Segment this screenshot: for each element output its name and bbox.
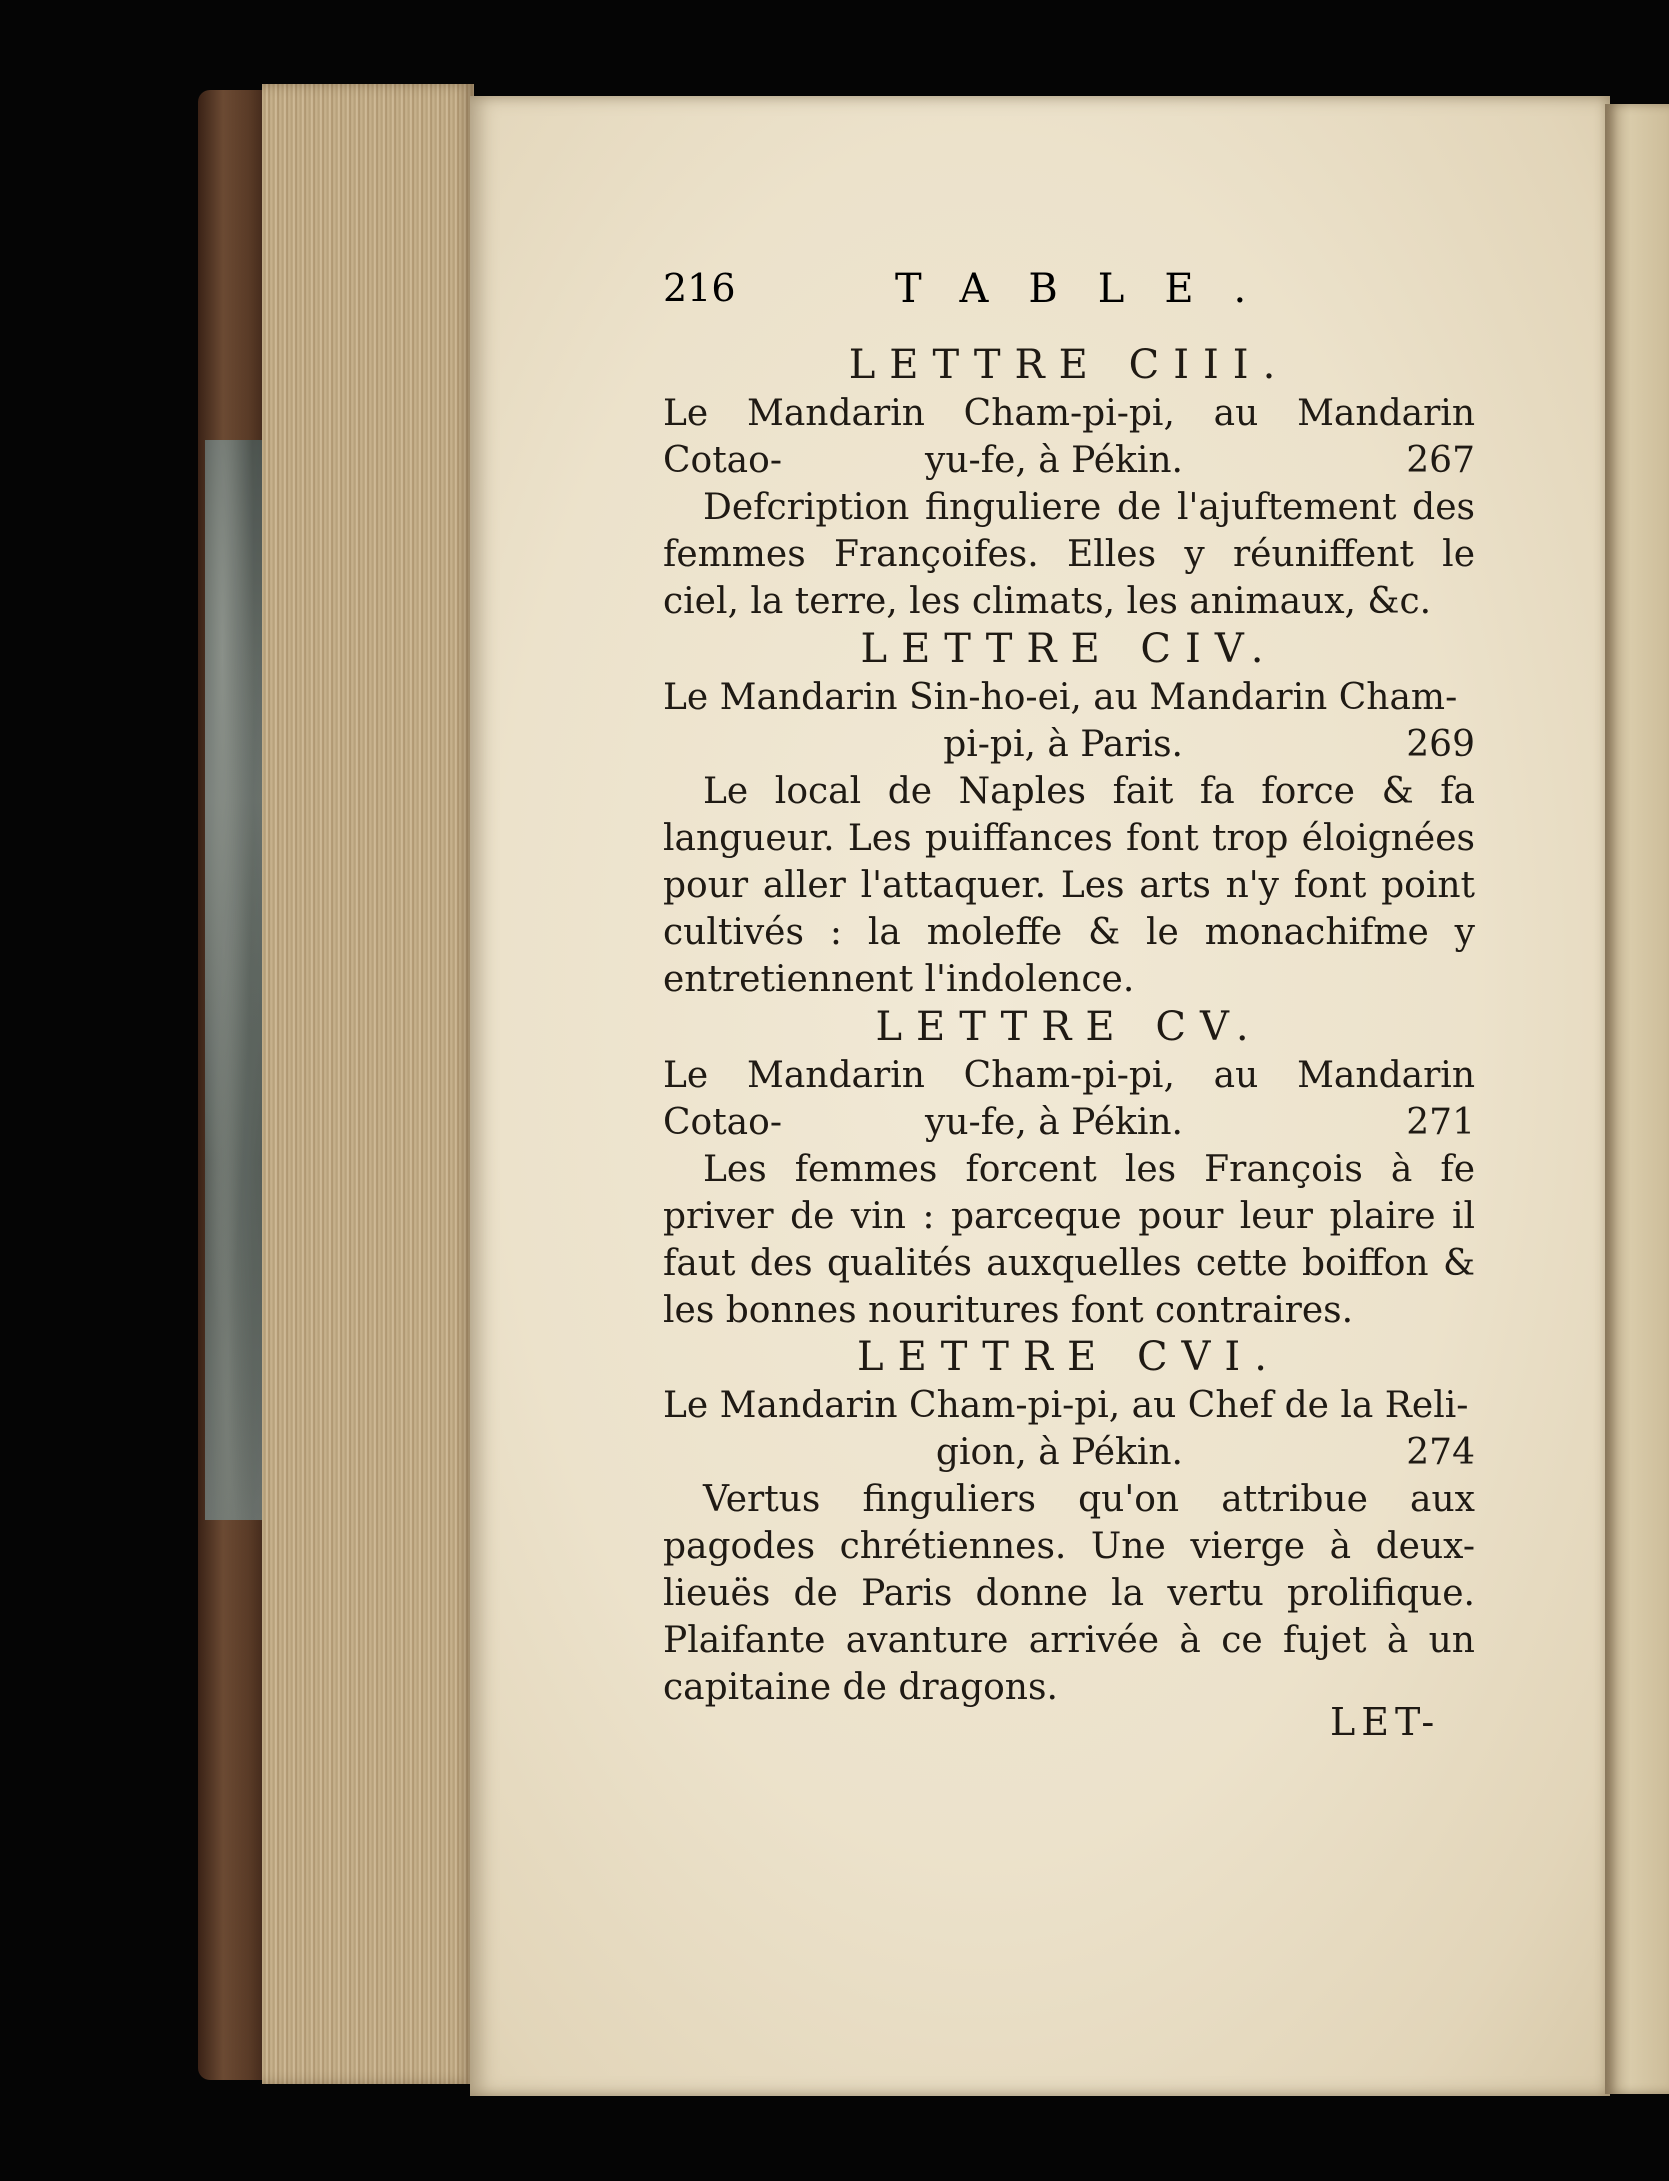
- letter-address-line: [663, 437, 1475, 484]
- letter-page-ref: 267: [1406, 440, 1475, 481]
- page-edges: [262, 84, 474, 2084]
- letter-place: pi-pi, à Paris.: [943, 724, 1183, 765]
- letter-address-line: [663, 721, 1475, 768]
- letter-place: gion, à Pékin.: [935, 1432, 1183, 1473]
- letter-summary: Les femmes forcent les François à fe priver de vin : parceque pour leur plaire il faut des qualités auxquelles cette boiffon & les bonnes nouritures font contraires.: [663, 1149, 1475, 1331]
- letter-summary: Defcription finguliere de l'ajuftement des femmes Françoifes. Elles y réuniffent le ciel, la terre, les climats, les animaux, &c.: [663, 487, 1475, 622]
- letter-address: Le Mandarin Cham-pi-pi, au Chef de la Reli-: [663, 1385, 1469, 1426]
- page-number: 216: [663, 266, 736, 310]
- running-header: [663, 266, 1313, 326]
- marbled-cover: [205, 440, 263, 1520]
- letter-address: Le Mandarin Sin-ho-ei, au Mandarin Cham-: [663, 677, 1458, 718]
- letter-heading: LETTRE CIII.: [848, 342, 1290, 388]
- letter-place: yu-fe, à Pékin.: [925, 440, 1183, 481]
- letter-heading: LETTRE CIV.: [860, 626, 1278, 672]
- catchword: LET-: [1330, 1700, 1441, 1744]
- letter-entry: [663, 342, 1475, 625]
- letter-address-line: [663, 1099, 1475, 1146]
- letter-place: yu-fe, à Pékin.: [925, 1102, 1183, 1143]
- letter-page-ref: 271: [1406, 1102, 1475, 1143]
- letter-address: Le Mandarin Cham-pi-pi, au Mandarin Cotao-: [663, 393, 1475, 481]
- letter-heading: LETTRE CV.: [875, 1004, 1263, 1050]
- facing-page-edge: [1605, 104, 1669, 2094]
- letter-entry: [663, 1004, 1475, 1334]
- letter-page-ref: 269: [1406, 724, 1475, 765]
- running-title: TABLE.: [895, 266, 1287, 312]
- letter-summary: Vertus finguliers qu'on attribue aux pagodes chrétiennes. Une vierge à deux-lieuës de Paris donne la vertu prolifique. Plaifante avanture arrivée à ce fujet à un capitaine de dragons.: [663, 1479, 1475, 1708]
- letter-address-line: [663, 1429, 1475, 1476]
- letter-address: Le Mandarin Cham-pi-pi, au Mandarin Cotao-: [663, 1055, 1475, 1143]
- letter-heading: LETTRE CVI.: [857, 1334, 1281, 1380]
- letter-summary: Le local de Naples fait fa force & fa langueur. Les puiffances font trop éloignées pour aller l'attaquer. Les arts n'y font point cultivés : la moleffe & le monachifme y entretiennent l'indolence.: [663, 771, 1475, 1000]
- letter-entry: [663, 1334, 1475, 1711]
- letter-entry: [663, 626, 1475, 1003]
- letter-page-ref: 274: [1406, 1432, 1475, 1473]
